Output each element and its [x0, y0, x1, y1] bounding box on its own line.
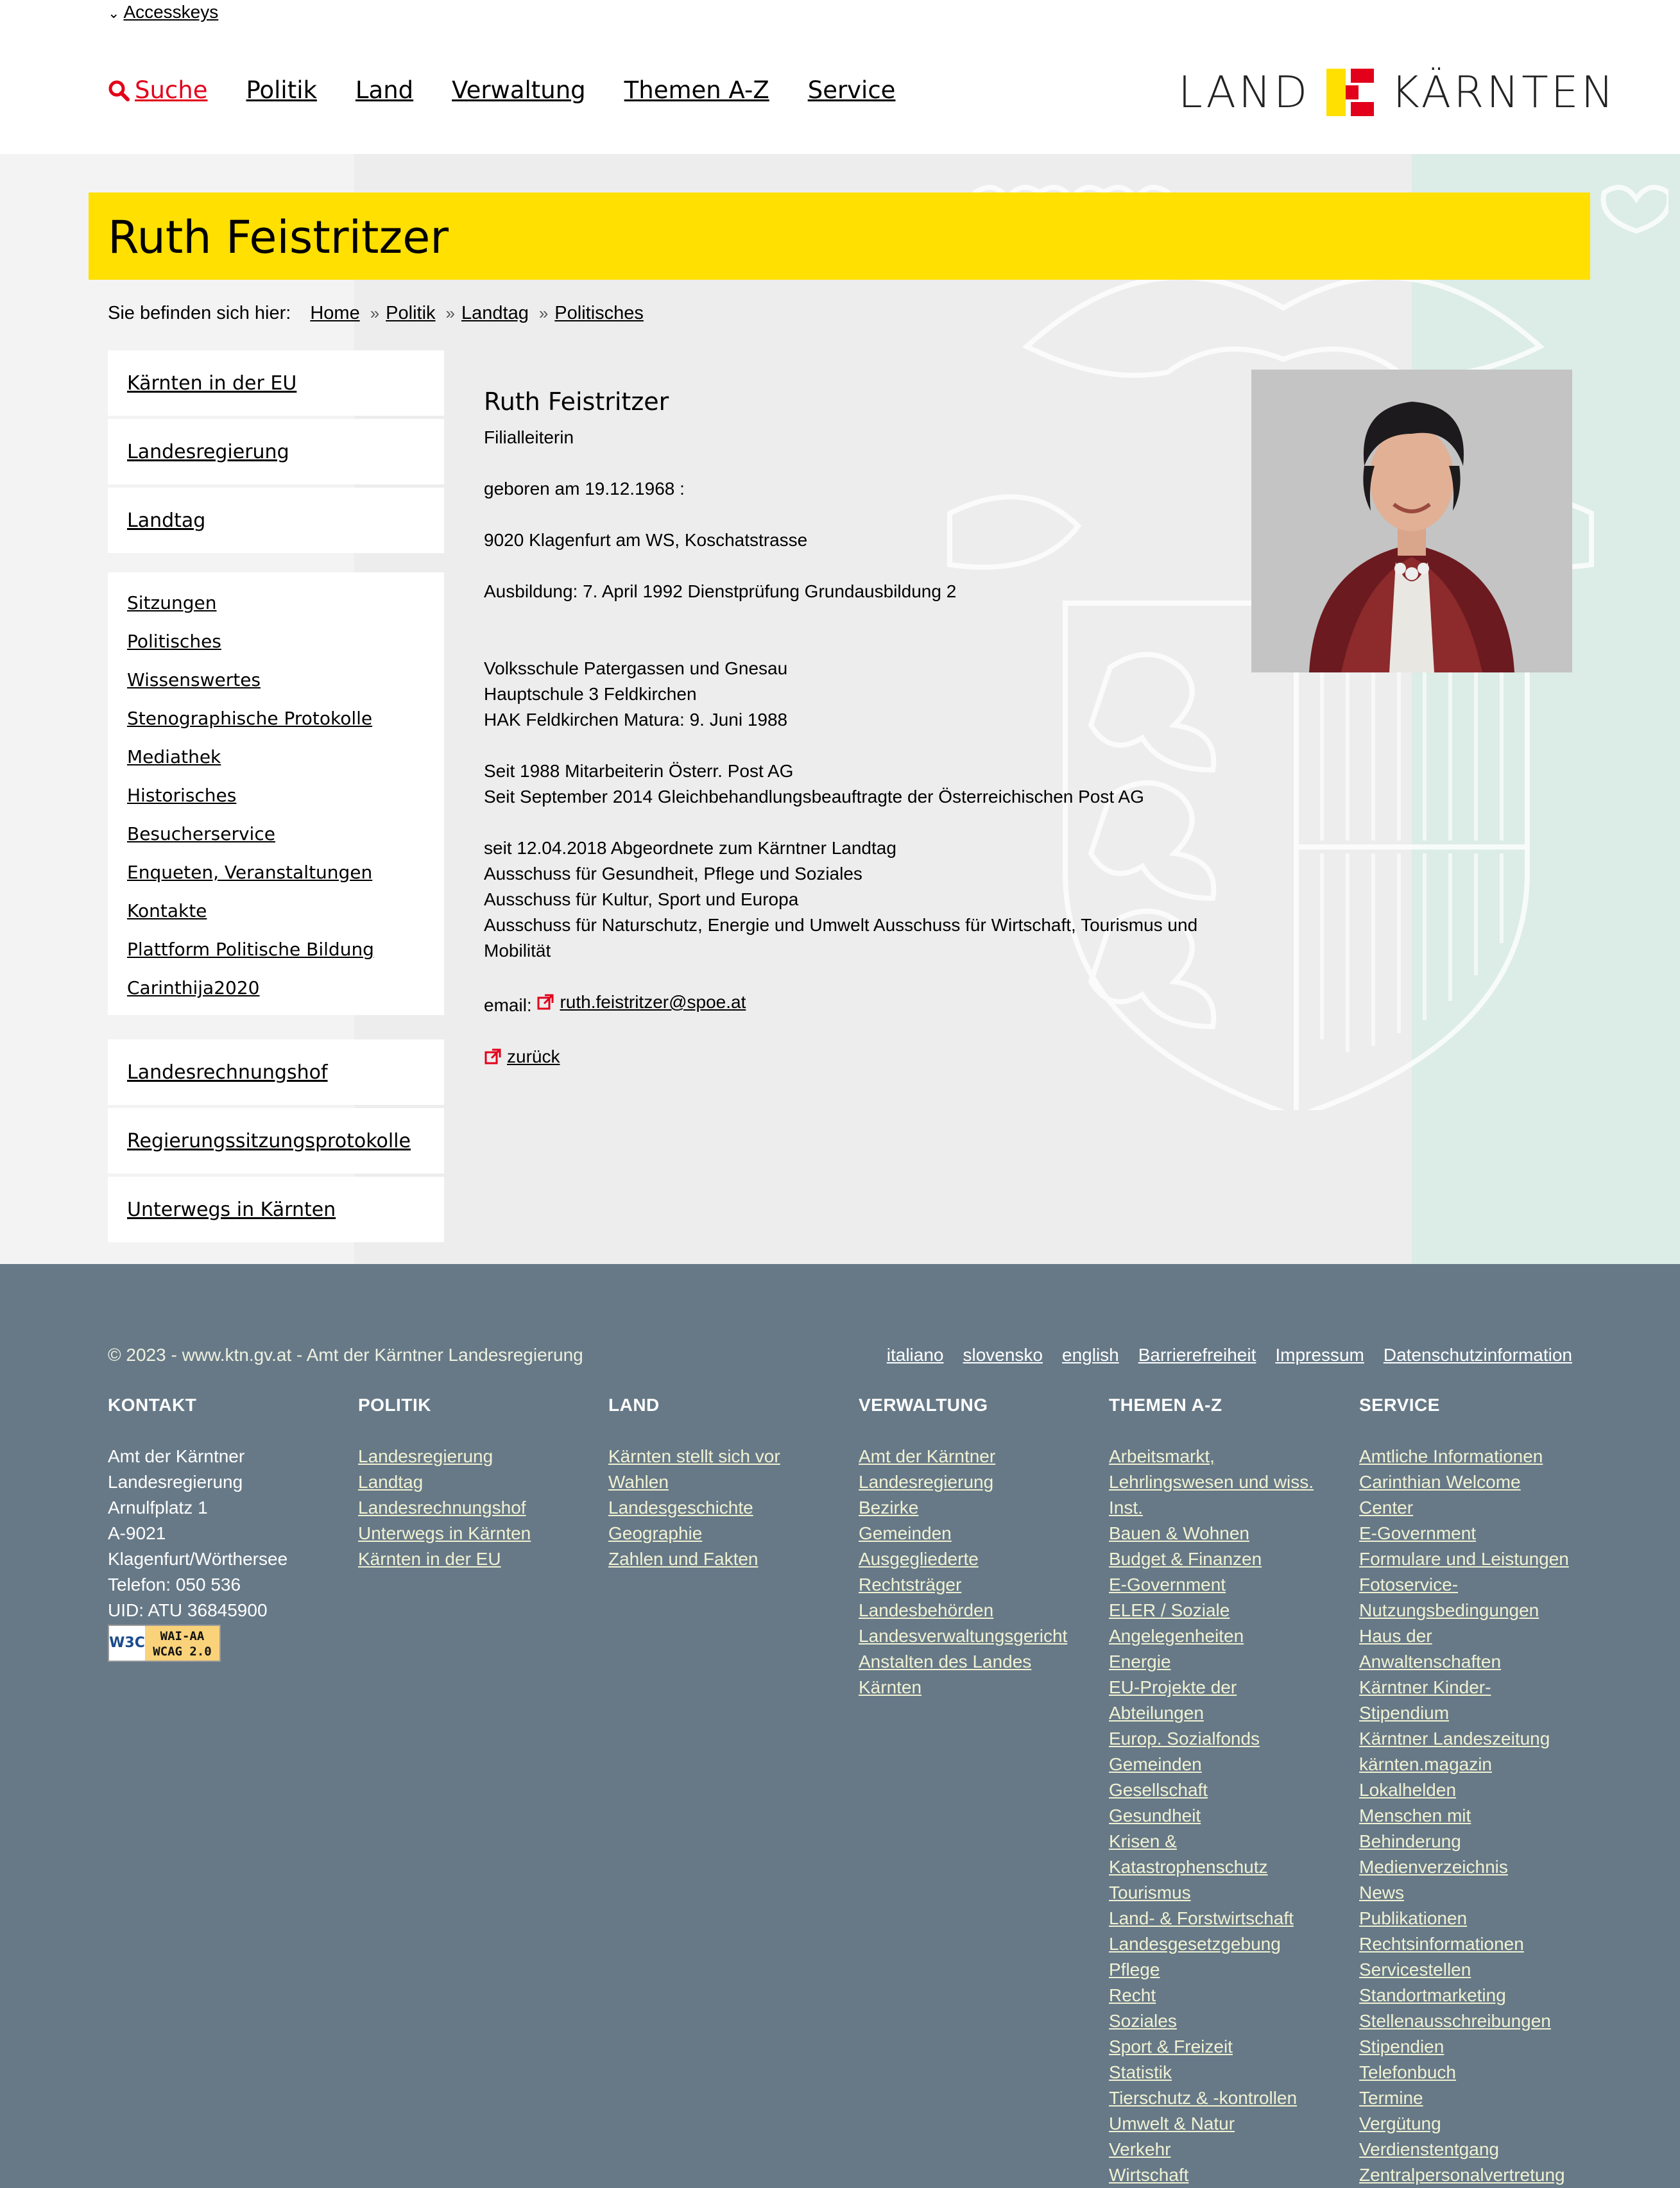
kontakt-line: UID: ATU 36845900	[108, 1600, 268, 1620]
kontakt-line: Arnulfplatz 1	[108, 1498, 208, 1517]
footer-themen-link[interactable]: Tourismus	[1109, 1883, 1191, 1902]
footer-themen-link[interactable]: Sport & Freizeit	[1109, 2037, 1233, 2056]
footer-politik-link[interactable]: Landesrechnungshof	[358, 1498, 526, 1517]
footer-service-link[interactable]: Behinderung	[1359, 1831, 1461, 1851]
sidebar-submenu-landtag	[108, 572, 444, 1015]
footer-link-barrierefreiheit[interactable]: Barrierefreiheit	[1138, 1345, 1256, 1365]
footer-service-link[interactable]: kärnten.magazin	[1359, 1754, 1493, 1774]
footer-themen-link[interactable]: Krisen &	[1109, 1831, 1177, 1851]
footer-politik-link[interactable]: Kärnten in der EU	[358, 1549, 501, 1569]
education-line: Hauptschule 3 Feldkirchen	[484, 684, 697, 704]
footer-themen-link[interactable]: Landesgesetzgebung	[1109, 1934, 1281, 1954]
footer-themen-link[interactable]: Gemeinden	[1109, 1754, 1202, 1774]
footer-service-link[interactable]: Publikationen	[1359, 1908, 1468, 1928]
nav-politik[interactable]: Politik	[246, 76, 317, 104]
footer-themen-link[interactable]: Angelegenheiten	[1109, 1626, 1244, 1646]
footer-column-verwaltung	[859, 1392, 1096, 1700]
footer-themen-link[interactable]: Umwelt & Natur	[1109, 2114, 1235, 2133]
sidebar-subitem-plattform-politische-bildung[interactable]: Plattform Politische Bildung	[127, 939, 374, 960]
logo-text-left: LAND	[1178, 67, 1310, 118]
wai-aa-text: WAI-AA	[160, 1629, 205, 1643]
site-footer	[0, 1264, 1680, 2188]
sidebar-subitem-carinthija2020[interactable]: Carinthija2020	[127, 977, 260, 998]
footer-land-link[interactable]: Geographie	[608, 1523, 703, 1543]
footer-verwaltung-link[interactable]: Landesverwaltungsgericht	[859, 1626, 1068, 1646]
footer-heading-service: SERVICE	[1359, 1395, 1440, 1415]
wcag-text: WCAG 2.0	[153, 1645, 212, 1659]
politics-line: Ausschuss für Naturschutz, Energie und Umwelt Ausschuss für Wirtschaft, Tourismus und	[484, 915, 1198, 935]
footer-verwaltung-link[interactable]: Ausgegliederte	[859, 1549, 979, 1569]
nav-search-label: Suche	[135, 76, 208, 104]
footer-themen-link[interactable]: Katastrophenschutz	[1109, 1857, 1268, 1877]
footer-service-link[interactable]: Center	[1359, 1498, 1414, 1517]
email-link[interactable]	[536, 989, 746, 1015]
footer-service-link[interactable]: Rechtsinformationen	[1359, 1934, 1524, 1954]
footer-verwaltung-link[interactable]: Bezirke	[859, 1498, 919, 1517]
sidebar-subitem-kontakte[interactable]: Kontakte	[127, 900, 207, 921]
footer-service-link[interactable]: Stipendien	[1359, 2037, 1444, 2056]
external-link-icon	[484, 1048, 502, 1066]
nav-verwaltung[interactable]: Verwaltung	[452, 76, 586, 104]
footer-themen-link[interactable]: Tierschutz & -kontrollen	[1109, 2088, 1298, 2108]
sidebar-item-landtag[interactable]: Landtag	[108, 488, 444, 553]
footer-link-slovensko[interactable]: slovensko	[963, 1345, 1043, 1365]
footer-themen-link[interactable]: Soziales	[1109, 2011, 1177, 2031]
politics-line: Ausschuss für Kultur, Sport und Europa	[484, 889, 799, 909]
footer-heading-verwaltung: VERWALTUNG	[859, 1395, 988, 1415]
nav-themen-a-z[interactable]: Themen A-Z	[624, 76, 769, 104]
footer-service-link[interactable]: Kärntner Kinder-	[1359, 1677, 1491, 1697]
footer-column-kontakt	[108, 1392, 345, 1662]
footer-themen-link[interactable]: Budget & Finanzen	[1109, 1549, 1262, 1569]
footer-link-impressum[interactable]: Impressum	[1275, 1345, 1364, 1365]
footer-service-link[interactable]: Menschen mit	[1359, 1806, 1471, 1825]
footer-politik-link[interactable]: Landesregierung	[358, 1446, 493, 1466]
email-label: email:	[484, 995, 532, 1015]
education-line: Volksschule Patergassen und Gnesau	[484, 658, 788, 678]
kontakt-line: A-9021	[108, 1523, 166, 1543]
main-navigation	[108, 73, 934, 108]
footer-service-link[interactable]: News	[1359, 1883, 1405, 1902]
sidebar-subitem-wissenswertes[interactable]: Wissenswertes	[127, 669, 261, 690]
person-portrait	[1251, 370, 1572, 672]
kontakt-line: Landesregierung	[108, 1472, 243, 1492]
footer-verwaltung-link[interactable]: Rechtsträger	[859, 1575, 962, 1594]
footer-language-links	[887, 1342, 1572, 1368]
footer-themen-link[interactable]: Energie	[1109, 1652, 1171, 1671]
footer-link-datenschutz[interactable]: Datenschutzinformation	[1383, 1345, 1572, 1365]
email-address: ruth.feistritzer@spoe.at	[560, 992, 746, 1012]
footer-service-link[interactable]: Termine	[1359, 2088, 1423, 2108]
page-title-bar	[89, 192, 1590, 280]
politics-line: Mobilität	[484, 941, 551, 961]
search-icon	[108, 80, 130, 101]
footer-service-link[interactable]: Servicestellen	[1359, 1960, 1471, 1979]
sidebar-item-landesrechnungshof[interactable]: Landesrechnungshof	[108, 1039, 444, 1105]
footer-column-politik	[358, 1392, 596, 1572]
footer-themen-link[interactable]: Inst.	[1109, 1498, 1143, 1517]
footer-service-link[interactable]: Lokalhelden	[1359, 1780, 1457, 1800]
footer-heading-kontakt: KONTAKT	[108, 1395, 197, 1415]
footer-service-link[interactable]: Telefonbuch	[1359, 2062, 1457, 2082]
footer-themen-link[interactable]: Abteilungen	[1109, 1703, 1204, 1723]
footer-column-service	[1359, 1392, 1597, 2188]
footer-link-italiano[interactable]: italiano	[886, 1345, 944, 1365]
politics-line: Ausschuss für Gesundheit, Pflege und Soziales	[484, 864, 862, 884]
sidebar-item-regierungssitzungsprotokolle[interactable]: Regierungssitzungsprotokolle	[108, 1108, 444, 1174]
footer-themen-link[interactable]: Bauen & Wohnen	[1109, 1523, 1249, 1543]
sidebar-item-unterwegs-in-kaernten[interactable]: Unterwegs in Kärnten	[108, 1177, 444, 1242]
footer-politik-link[interactable]: Landtag	[358, 1472, 424, 1492]
footer-themen-link[interactable]: Verkehr	[1109, 2139, 1171, 2159]
footer-themen-link[interactable]: Arbeitsmarkt,	[1109, 1446, 1215, 1466]
chevron-down-icon: ⌄	[108, 5, 120, 21]
breadcrumb-landtag[interactable]: Landtag	[461, 303, 529, 323]
career-line: Seit September 2014 Gleichbehandlungsbeauftragte der Österreichischen Post AG	[484, 787, 1144, 807]
external-link-icon	[536, 993, 554, 1011]
w3c-logo: W3C	[109, 1635, 145, 1651]
breadcrumb-home[interactable]: Home	[310, 303, 360, 323]
wcag-badge[interactable]	[108, 1625, 221, 1662]
footer-themen-link[interactable]: Wirtschaft	[1109, 2165, 1189, 2185]
breadcrumb-separator-icon: »	[370, 303, 380, 323]
footer-themen-link[interactable]: Lehrlingswesen und wiss.	[1109, 1472, 1314, 1492]
footer-service-link[interactable]: Amtliche Informationen	[1359, 1446, 1543, 1466]
footer-verwaltung-link[interactable]: Amt der Kärntner	[859, 1446, 996, 1466]
career-line: Seit 1988 Mitarbeiterin Österr. Post AG	[484, 761, 794, 781]
footer-column-themen	[1109, 1392, 1346, 2188]
main-content	[484, 371, 1222, 1098]
politics-line: seit 12.04.2018 Abgeordnete zum Kärntner Landtag	[484, 838, 896, 858]
footer-column-land	[608, 1392, 846, 1572]
footer-service-link[interactable]: Anwaltenschaften	[1359, 1652, 1502, 1671]
logo-land-kaernten[interactable]	[1178, 67, 1616, 118]
footer-land-link[interactable]: Kärnten stellt sich vor	[608, 1446, 780, 1466]
sidebar-subitem-besucherservice[interactable]: Besucherservice	[127, 823, 275, 844]
footer-service-link[interactable]: Stipendium	[1359, 1703, 1450, 1723]
footer-service-link[interactable]: Nutzungsbedingungen	[1359, 1600, 1539, 1620]
sidebar-item-landesregierung[interactable]: Landesregierung	[108, 419, 444, 484]
footer-copyright: © 2023 - www.ktn.gv.at - Amt der Kärntner Landesregierung	[108, 1345, 583, 1365]
footer-service-link[interactable]: E-Government	[1359, 1523, 1477, 1543]
footer-themen-link[interactable]: Gesellschaft	[1109, 1780, 1208, 1800]
footer-service-link[interactable]: Medienverzeichnis	[1359, 1857, 1508, 1877]
sidebar-subitem-enqueten[interactable]: Enqueten, Veranstaltungen	[127, 862, 373, 883]
person-role: Filialleiterin	[484, 427, 574, 447]
person-name: Ruth Feistritzer	[484, 388, 669, 416]
breadcrumb	[108, 300, 644, 326]
footer-themen-link[interactable]: Pflege	[1109, 1960, 1160, 1979]
nav-search[interactable]	[108, 73, 208, 108]
footer-link-english[interactable]: english	[1062, 1345, 1119, 1365]
portrait-photo	[1251, 370, 1572, 672]
breadcrumb-label: Sie befinden sich hier:	[108, 303, 291, 323]
footer-service-link[interactable]: Verdienstentgang	[1359, 2139, 1499, 2159]
footer-themen-link[interactable]: Statistik	[1109, 2062, 1172, 2082]
accesskeys-toggle[interactable]	[108, 0, 218, 26]
footer-service-link[interactable]: Carinthian Welcome	[1359, 1472, 1521, 1492]
wai-aa-label	[145, 1626, 219, 1661]
sidebar-navigation	[108, 350, 444, 1245]
footer-themen-link[interactable]: E-Government	[1109, 1575, 1226, 1594]
page-title: Ruth Feistritzer	[108, 211, 449, 264]
sidebar-subitem-sitzungen[interactable]: Sitzungen	[127, 592, 217, 613]
breadcrumb-separator-icon: »	[538, 303, 549, 323]
footer-service-link[interactable]: Zentralpersonalvertretung	[1359, 2165, 1565, 2185]
nav-service[interactable]: Service	[807, 76, 896, 104]
footer-verwaltung-link[interactable]: Gemeinden	[859, 1523, 952, 1543]
sidebar-subitem-stenographische-protokolle[interactable]: Stenographische Protokolle	[127, 708, 373, 729]
footer-service-link[interactable]: Formulare und Leistungen	[1359, 1549, 1569, 1569]
footer-service-link[interactable]: Stellenausschreibungen	[1359, 2011, 1551, 2031]
logo-text-right: KÄRNTEN	[1391, 67, 1616, 118]
sidebar-item-kaernten-in-der-eu[interactable]: Kärnten in der EU	[108, 350, 444, 416]
kontakt-line: Telefon: 050 536	[108, 1575, 241, 1594]
footer-themen-link[interactable]: Europ. Sozialfonds	[1109, 1729, 1260, 1748]
kontakt-line: Amt der Kärntner	[108, 1446, 245, 1466]
footer-land-link[interactable]: Landesgeschichte	[608, 1498, 753, 1517]
footer-verwaltung-link[interactable]: Kärnten	[859, 1677, 922, 1697]
accesskeys-label: Accesskeys	[123, 2, 219, 22]
footer-heading-politik: POLITIK	[358, 1395, 431, 1415]
footer-land-link[interactable]: Wahlen	[608, 1472, 669, 1492]
sidebar-subitem-politisches[interactable]: Politisches	[127, 631, 221, 652]
person-birth: geboren am 19.12.1968 :	[484, 479, 685, 499]
footer-verwaltung-link[interactable]: Landesbehörden	[859, 1600, 994, 1620]
education-line: HAK Feldkirchen Matura: 9. Juni 1988	[484, 710, 788, 730]
footer-themen-link[interactable]: Land- & Forstwirtschaft	[1109, 1908, 1294, 1928]
footer-service-link[interactable]: Standortmarketing	[1359, 1985, 1506, 2005]
footer-service-link[interactable]: Kärntner Landeszeitung	[1359, 1729, 1550, 1748]
footer-verwaltung-link[interactable]: Anstalten des Landes	[859, 1652, 1032, 1671]
footer-themen-link[interactable]: ELER / Soziale	[1109, 1600, 1230, 1620]
footer-verwaltung-link[interactable]: Landesregierung	[859, 1472, 994, 1492]
logo-emblem-icon	[1326, 69, 1374, 116]
site-header	[0, 0, 1680, 154]
person-address: 9020 Klagenfurt am WS, Koschatstrasse	[484, 530, 808, 550]
footer-themen-link[interactable]: EU-Projekte der	[1109, 1677, 1237, 1697]
footer-themen-link[interactable]: Gesundheit	[1109, 1806, 1201, 1825]
kontakt-line: Klagenfurt/Wörthersee	[108, 1549, 288, 1569]
footer-heading-themen: THEMEN A-Z	[1109, 1395, 1222, 1415]
person-training: Ausbildung: 7. April 1992 Dienstprüfung Grundausbildung 2	[484, 581, 957, 601]
footer-service-link[interactable]: Vergütung	[1359, 2114, 1441, 2133]
footer-themen-link[interactable]: Recht	[1109, 1985, 1156, 2005]
footer-service-link[interactable]: Fotoservice-	[1359, 1575, 1459, 1594]
back-link[interactable]	[484, 1044, 560, 1070]
sidebar-subitem-mediathek[interactable]: Mediathek	[127, 746, 221, 767]
breadcrumb-separator-icon: »	[445, 303, 455, 323]
back-link-label: zurück	[507, 1047, 560, 1066]
breadcrumb-politik[interactable]: Politik	[386, 303, 436, 323]
breadcrumb-politisches[interactable]: Politisches	[554, 303, 644, 323]
sidebar-subitem-historisches[interactable]: Historisches	[127, 785, 237, 806]
footer-politik-link[interactable]: Unterwegs in Kärnten	[358, 1523, 531, 1543]
footer-land-link[interactable]: Zahlen und Fakten	[608, 1549, 759, 1569]
footer-heading-land: LAND	[608, 1395, 660, 1415]
nav-land[interactable]: Land	[355, 76, 414, 104]
footer-service-link[interactable]: Haus der	[1359, 1626, 1432, 1646]
